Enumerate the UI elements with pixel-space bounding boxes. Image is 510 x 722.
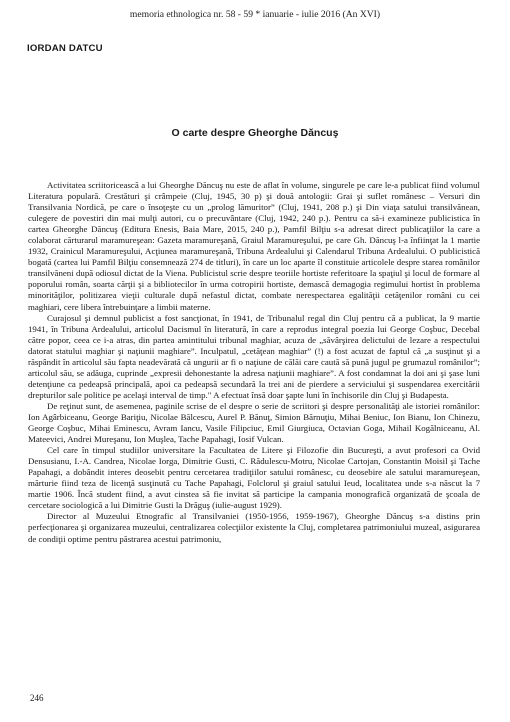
article-body (28, 180, 480, 545)
running-header: memoria ethnologica nr. 58 - 59 * ianuarie - iulie 2016 (An XVI) (129, 9, 381, 20)
paragraph: Director al Muzeului Etnografic al Transilvaniei (1950-1956, 1959-1967), Gheorghe Dăncuş s-a distins prin perfecţionarea şi organizarea muzeului, centralizarea colecţiilor existente la Cluj, completarea patrimoniului muzeal, asigurarea de condiţii optime pentru păstrarea acestui patrimoniu, (28, 511, 480, 544)
author-name: IORDAN DATCU (27, 43, 103, 54)
paragraph: Activitatea scriitoricească a lui Gheorghe Dăncuş nu este de aflat în volume, singurele pe care le-a publicat fiind volumul Literatura populară. Crestături şi crâmpeie (Cluj, 1945, 30 p) şi două antologii: Grai şi suflet românesc – Versuri din Transilvania Nordică, pe care o însoţeşte cu un „prolog lămuritor” (Cluj, 1941, 208 p.) şi Din viaţa satului transilvănean, culegere de povestiri din mai mulţi autori, cu o precuvântare (Cluj, 1942, 240 p.). Pentru ca să-i examineze publicistica în cartea Gheorghe Dăncuş (Editura Enesis, Baia Mare, 2015, 240 p.), Pamfil Bilţiu s-a adresat direct publicaţiilor la care a colaborat cărturarul maramureşean: Gazeta maramureşană, Graiul Maramureşului, pe care Gh. Dăncuş l-a înfiinţat la 1 martie 1932, Crainicul Maramureşului, Acţiunea maramureşană, Tribuna Ardealului şi Calendarul Tribuna Ardealului. O publicistică bogată (cartea lui Pamfil Bilţiu consemnează 274 de titluri), în care un loc aparte îl constituie articolele despre starea românilor transilvăneni după odiosul dictat de la Viena. Publicistul scrie despre teoriile hortiste referitoare la spaţiul şi locul de formare al poporului român, soarta cărţii şi a bibliotecilor în urma cotropirii hortiste, demască demagogia regimului hortist în problema minorităţilor, politizarea vieţii culturale după nefastul dictat, combate nerespectarea egalităţii cetăţenilor români cu cei maghiari, cere libera întrebuinţare a limbii materne. (28, 180, 480, 312)
paragraph: Curajosul şi demnul publicist a fost sancţionat, în 1941, de Tribunalul regal din Cluj pentru că a publicat, la 9 martie 1941, în Tribuna Ardealului, articolul Dacismul în literatură, în care a reprodus integral poezia lui George Coşbuc, Decebal către popor, ceea ce i-a atras, din partea amintitului tribunal maghiar, acuza de „săvârşirea delictului de lezare a respectului datorat statului maghiar şi naţiunii maghiare”. Inculpatul, „cetăţean maghiar” (!) a fost acuzat de faptul că „a susţinut şi a răspândit în articolul său fapta neadevărată că ungurii ar fi o naţiune de călăi care caută să pună jugul pe grumazul românilor”; articolul său, se adăuga, cuprinde „expresii dehonestante la adresa naţiunii maghiare”. A fost condamnat la doi ani şi şase luni detenţiune ca pedeapsă principală, apoi ca pedeapsă secundară la trei ani de pierdere a serviciului şi suspendarea exercitării drepturilor sale politice pe acelaşi interval de timp." A efectuat însă doar şapte luni în închisorile din Cluj şi Budapesta. (28, 312, 480, 400)
paragraph: Cel care în timpul studiilor universitare la Facultatea de Litere şi Filozofie din Bucureşti, a avut profesori ca Ovid Densusianu, I.-A. Candrea, Nicolae Iorga, Dimitrie Gusti, C. Rădulescu-Motru, Nicolae Cartojan, Constantin Moisil şi Tache Papahagi, a dobândit interes deosebit pentru cercetarea tradiţiilor satului românesc, cu deosebire ale satului maramureşean, mărturie fiind teza de licenţă susţinută cu Tache Papahagi, Folclorul şi graiul satului Ieud, localitatea unde s-a născut la 7 martie 1906. Încă student fiind, a avut cinstea să fie invitat să participe la campania monografică organizată de şcoala de cercetare sociologică a lui Dimitrie Gusti la Drăguş (iulie-august 1929). (28, 445, 480, 511)
paragraph: De reţinut sunt, de asemenea, paginile scrise de el despre o serie de scriitori şi despre personalităţi ale istoriei românilor: Ion Agârbiceanu, George Bariţiu, Nicolae Bălcescu, Aurel P. Bănuţ, Simion Bărnuţiu, Mihai Beniuc, Ion Bianu, Ion Chinezu, George Coşbuc, Mihai Eminescu, Avram Iancu, Vasile Filipciuc, Emil Giurgiuca, Octavian Goga, Mihail Kogălniceanu, Al. Mateevici, Andrei Mureşanu, Ion Muşlea, Tache Papahagi, Iosif Vulcan. (28, 400, 480, 445)
page-number: 246 (30, 693, 44, 703)
article-title: O carte despre Gheorghe Dăncuş (171, 127, 339, 139)
